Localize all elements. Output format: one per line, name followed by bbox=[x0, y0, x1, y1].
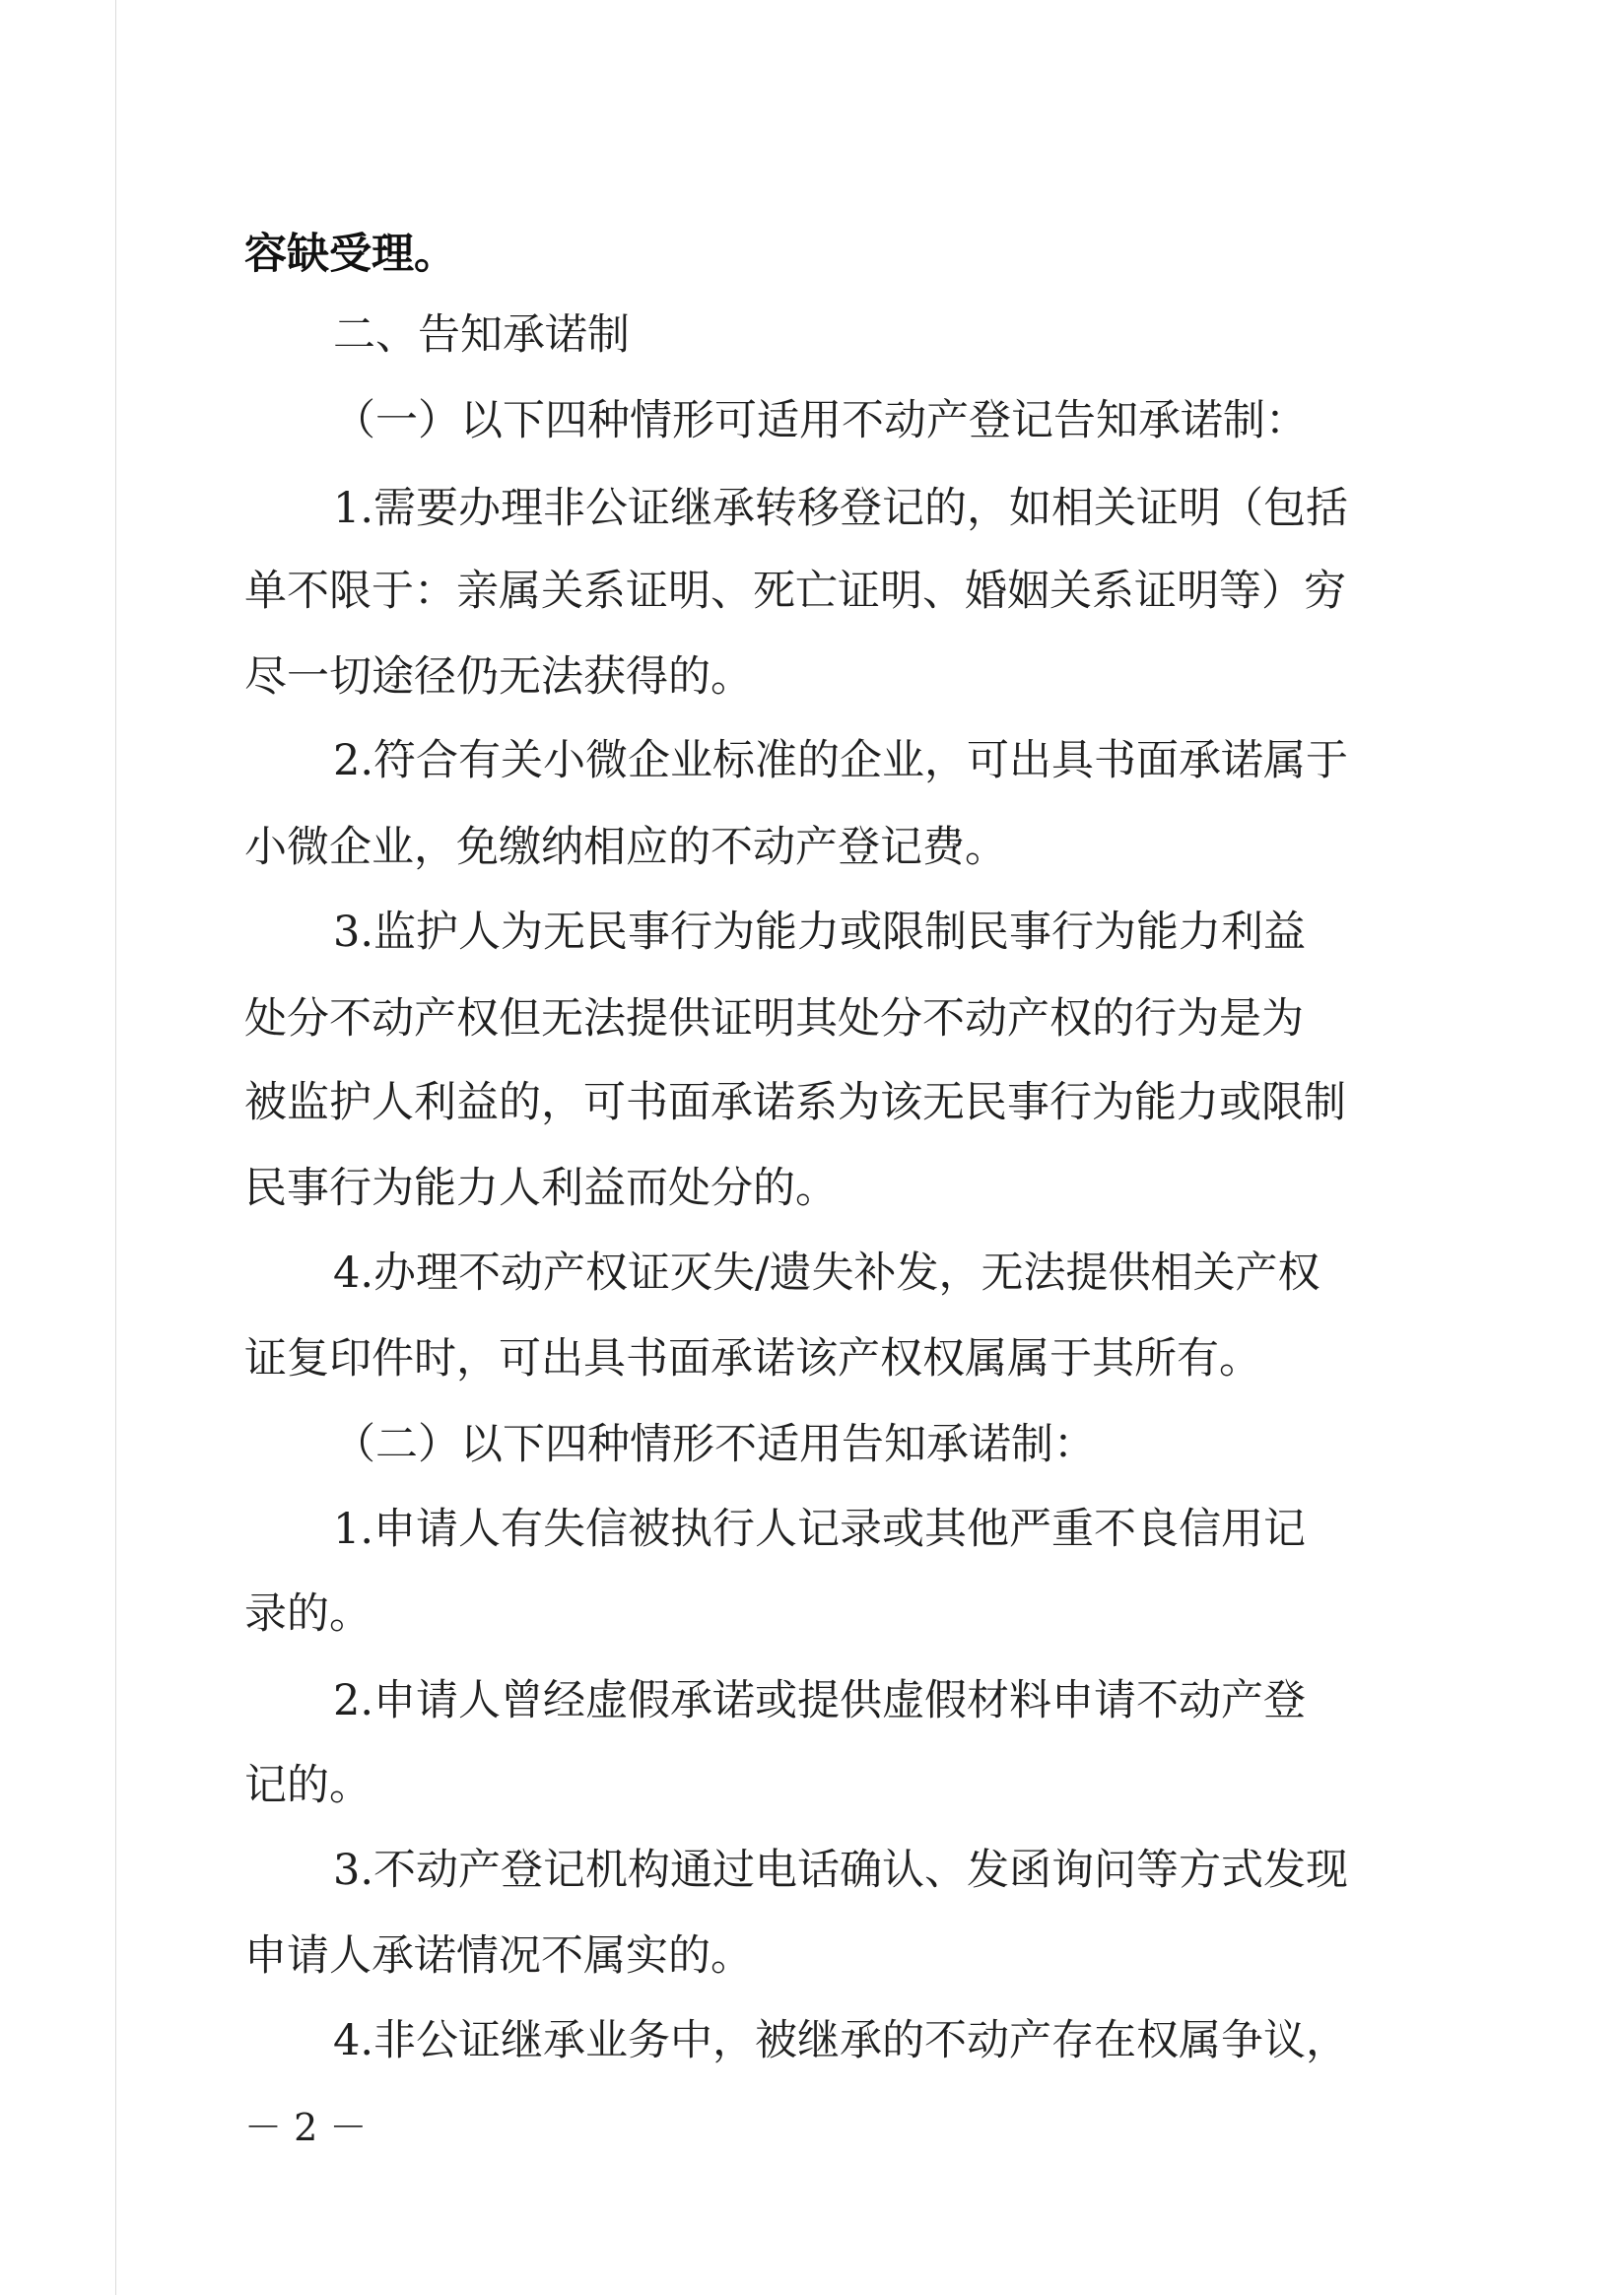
exclusion-2-line-2: 记的。 bbox=[244, 1761, 372, 1810]
exclusion-2-line-1: 2.申请人曾经虚假承诺或提供虚假材料申请不动产登 bbox=[333, 1676, 1307, 1725]
item-3-line-2: 处分不动产权但无法提供证明其处分不动产权的行为是为 bbox=[244, 994, 1304, 1044]
item-2-line-1: 2.符合有关小微企业标准的企业，可出具书面承诺属于 bbox=[333, 736, 1349, 785]
page-edge-line bbox=[115, 0, 116, 2295]
item-3-line-4: 民事行为能力人利益而处分的。 bbox=[244, 1164, 838, 1213]
exclusion-1-line-2: 录的。 bbox=[244, 1589, 372, 1639]
exclusion-3-line-1: 3.不动产登记机构通过电话确认、发函询问等方式发现 bbox=[333, 1846, 1349, 1895]
item-1-line-1: 1.需要办理非公证继承转移登记的，如相关证明（包括 bbox=[333, 484, 1349, 533]
page-number: － 2 － bbox=[244, 2106, 368, 2149]
item-3-line-1: 3.监护人为无民事行为能力或限制民事行为能力利益 bbox=[333, 908, 1307, 957]
exclusion-3-line-2: 申请人承诺情况不属实的。 bbox=[244, 1931, 753, 1981]
item-2-line-2: 小微企业，免缴纳相应的不动产登记费。 bbox=[244, 823, 1007, 872]
text-line-1: 容缺受理。 bbox=[244, 230, 456, 279]
subsection-heading-1: （一）以下四种情形可适用不动产登记告知承诺制： bbox=[333, 396, 1308, 445]
item-1-line-3: 尽一切途径仍无法获得的。 bbox=[244, 652, 753, 702]
item-3-line-3: 被监护人利益的，可书面承诺系为该无民事行为能力或限制 bbox=[244, 1078, 1346, 1127]
exclusion-1-line-1: 1.申请人有失信被执行人记录或其他严重不良信用记 bbox=[333, 1505, 1307, 1554]
item-4-line-1: 4.办理不动产权证灭失/遗失补发，无法提供相关产权 bbox=[333, 1249, 1320, 1298]
item-1-line-2: 单不限于：亲属关系证明、死亡证明、婚姻关系证明等）穷 bbox=[244, 567, 1346, 616]
section-heading-2: 二、告知承诺制 bbox=[333, 310, 630, 360]
item-4-line-2: 证复印件时，可出具书面承诺该产权权属属于其所有。 bbox=[244, 1334, 1261, 1384]
subsection-heading-2: （二）以下四种情形不适用告知承诺制： bbox=[333, 1420, 1096, 1469]
exclusion-4-line-1: 4.非公证继承业务中，被继承的不动产存在权属争议， bbox=[333, 2016, 1349, 2065]
